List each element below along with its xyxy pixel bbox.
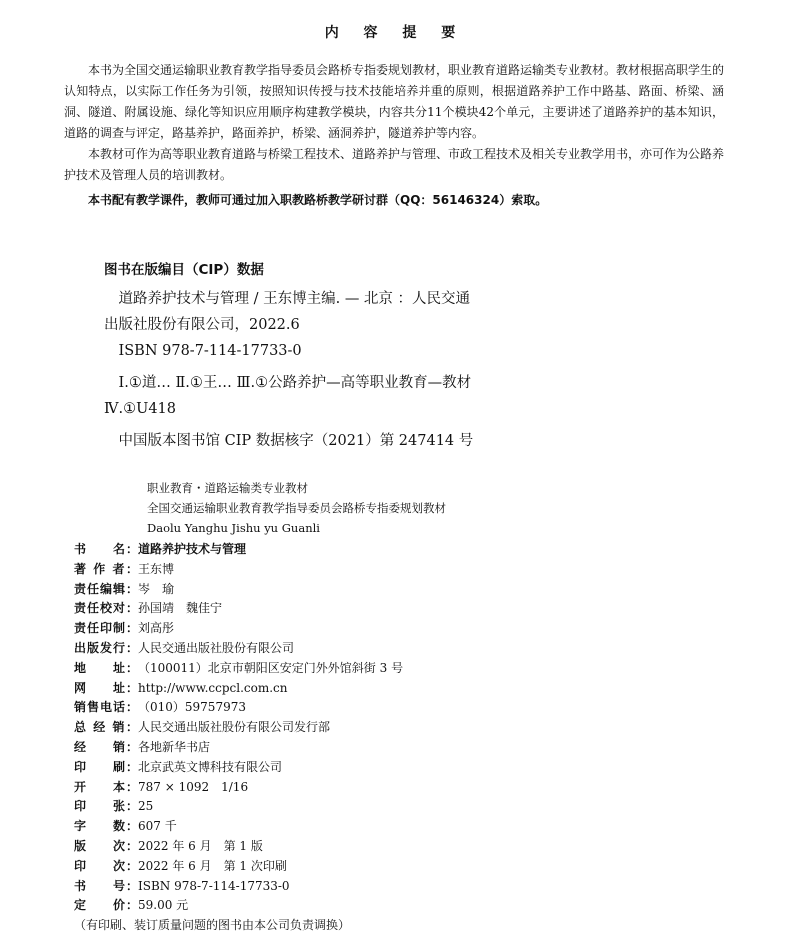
info-value: 人民交通出版社股份有限公司发行部 bbox=[138, 720, 331, 735]
info-row bbox=[74, 718, 634, 738]
info-value: 59.00 元 bbox=[138, 898, 189, 913]
summary-title: 内 容 提 要 bbox=[324, 25, 466, 41]
info-row bbox=[74, 877, 634, 897]
website-link: http://www.ccpcl.com.cn bbox=[138, 680, 288, 695]
info-label: 印 次： bbox=[74, 858, 138, 873]
summary-abstract bbox=[64, 60, 724, 211]
info-label: 版 次： bbox=[74, 838, 138, 853]
info-row bbox=[74, 540, 634, 560]
info-label: 印 张： bbox=[74, 799, 138, 814]
info-row bbox=[74, 797, 634, 817]
info-value: 各地新华书店 bbox=[138, 739, 211, 754]
info-value: 787 × 1092 1/16 bbox=[138, 779, 249, 794]
series-line-1: 职业教育・道路运输类专业教材 bbox=[147, 481, 308, 495]
info-value: 607 千 bbox=[138, 819, 177, 834]
info-label: 书 名： bbox=[74, 542, 138, 556]
info-value: （010）59757973 bbox=[138, 700, 246, 715]
info-value: 王东博 bbox=[138, 561, 175, 576]
series-info bbox=[147, 478, 667, 538]
info-label: 责任校对： bbox=[74, 601, 138, 616]
info-value: 2022 年 6 月 第 1 次印刷 bbox=[138, 858, 287, 873]
info-label: 字 数： bbox=[74, 819, 138, 834]
info-row bbox=[74, 679, 634, 699]
cip-entry: 道路养护技术与管理 / 王东博主编. — 北京 ：人民交通出版社股份有限公司，2022.6 bbox=[104, 291, 471, 333]
info-value: 25 bbox=[138, 799, 154, 814]
info-label: 责任印制： bbox=[74, 621, 138, 636]
title-pinyin: Daolu Yanghu Jishu yu Guanli bbox=[147, 521, 320, 535]
info-label: 开 本： bbox=[74, 779, 138, 794]
info-row bbox=[74, 857, 634, 877]
info-row bbox=[74, 580, 634, 600]
quality-note bbox=[74, 916, 634, 936]
info-label: 定 价： bbox=[74, 898, 138, 913]
info-label: 书 号： bbox=[74, 878, 138, 893]
footer-note: （有印刷、装订质量问题的图书由本公司负责调换） bbox=[74, 918, 351, 933]
cip-heading: 图书在版编目（CIP）数据 bbox=[104, 262, 264, 278]
info-row bbox=[74, 560, 634, 580]
info-label: 责任编辑： bbox=[74, 581, 138, 596]
info-row bbox=[74, 698, 634, 718]
info-value: 岑 瑜 bbox=[138, 581, 175, 596]
info-label: 印 刷： bbox=[74, 759, 138, 774]
info-label: 地 址： bbox=[74, 660, 138, 675]
info-value: （100011）北京市朝阳区安定门外外馆斜街 3 号 bbox=[138, 660, 404, 675]
cip-block bbox=[104, 286, 484, 454]
info-label: 网 址： bbox=[74, 680, 138, 695]
info-value: 2022 年 6 月 第 1 版 bbox=[138, 838, 263, 853]
cip-isbn: ISBN 978-7-114-17733-0 bbox=[118, 343, 302, 359]
info-value: 刘高彤 bbox=[138, 621, 175, 636]
info-label: 销售电话： bbox=[74, 700, 138, 715]
info-row bbox=[74, 896, 634, 916]
info-label: 出版发行： bbox=[74, 640, 138, 655]
summary-paragraph-2: 本教材可作为高等职业教育道路与桥梁工程技术、道路养护与管理、市政工程技术及相关专业教学用书，亦可作为公路养护技术及管理人员的培训教材。 bbox=[64, 147, 725, 182]
info-row bbox=[74, 778, 634, 798]
summary-paragraph-1: 本书为全国交通运输职业教育教学指导委员会路桥专指委规划教材，职业教育道路运输类专业教材。教材根据高职学生的认知特点，以实际工作任务为引领，按照知识传授与技术技能培养并重的原则，根据道路养护工作中路基、路面、桥梁、涵洞、隧道、附属设施、绿化等知识应用顺序构建教学模块，内容共分11个模块42个单元，主要讲述了道路养护的基本知识，道路的调查与评定，路基养护，路面养护，桥梁、涵洞养护，隧道养护等内容。 bbox=[64, 63, 725, 140]
info-value: 道路养护技术与管理 bbox=[138, 542, 247, 556]
info-label: 总 经 销： bbox=[74, 720, 138, 735]
book-info-table bbox=[74, 540, 634, 936]
info-row bbox=[74, 619, 634, 639]
courseware-note: 本书配有教学课件，教师可通过加入职教路桥教学研讨群（QQ：56146324）索取。 bbox=[88, 193, 548, 207]
cip-record-number: 中国版本图书馆 CIP 数据核字（2021）第 247414 号 bbox=[118, 433, 474, 449]
info-value: 北京武英文博科技有限公司 bbox=[138, 759, 283, 774]
info-value: ISBN 978-7-114-17733-0 bbox=[138, 878, 290, 893]
cip-subjects: Ⅰ.①道… Ⅱ.①王… Ⅲ.①公路养护—高等职业教育—教材 Ⅳ.①U418 bbox=[104, 375, 472, 417]
info-value: 孙国靖 魏佳宁 bbox=[138, 601, 223, 616]
info-row bbox=[74, 817, 634, 837]
info-row bbox=[74, 659, 634, 679]
info-row bbox=[74, 639, 634, 659]
info-label: 著 作 者： bbox=[74, 561, 138, 576]
info-row bbox=[74, 738, 634, 758]
series-line-2: 全国交通运输职业教育教学指导委员会路桥专指委规划教材 bbox=[147, 501, 446, 515]
info-row bbox=[74, 758, 634, 778]
info-row bbox=[74, 837, 634, 857]
info-value: 人民交通出版社股份有限公司 bbox=[138, 640, 295, 655]
info-row bbox=[74, 599, 634, 619]
info-label: 经 销： bbox=[74, 739, 138, 754]
